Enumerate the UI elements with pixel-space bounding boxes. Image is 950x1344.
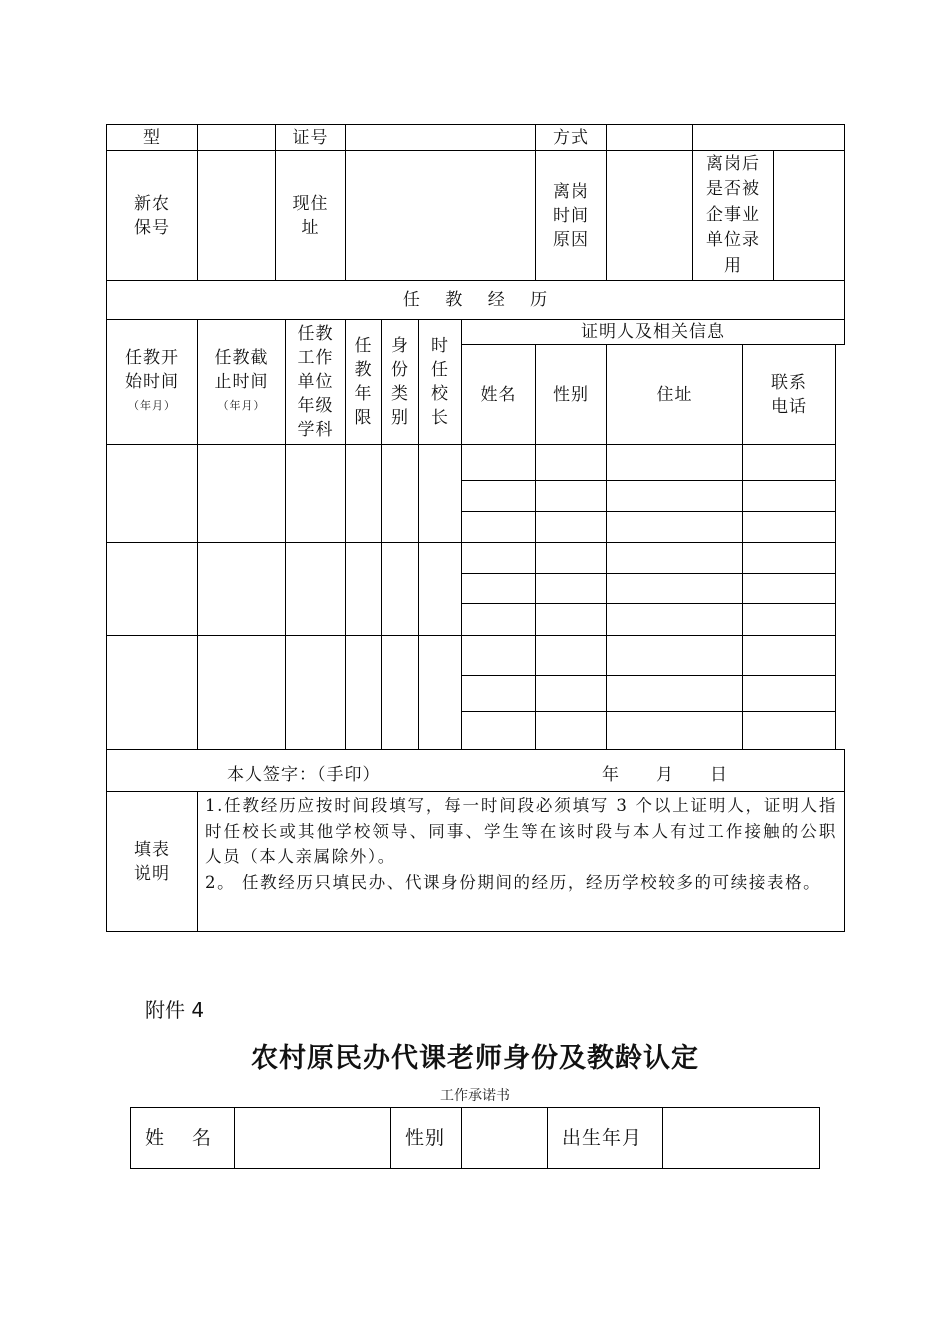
section-title: 任 教 经 历 bbox=[402, 290, 549, 310]
rural-insurance-label: 新农 保号 bbox=[134, 193, 170, 238]
witness-address-header: 住址 bbox=[656, 384, 693, 405]
teaching-years-header: 任 教 年 限 bbox=[354, 336, 373, 428]
method-label: 方式 bbox=[553, 127, 589, 148]
gender-label: 性别 bbox=[405, 1127, 446, 1149]
witness-phone-header: 联系 电话 bbox=[771, 372, 807, 417]
leave-time-reason-label: 离岗 时间 原因 bbox=[553, 181, 589, 250]
identity-type-header: 身 份 类 别 bbox=[391, 336, 409, 428]
start-time-unit: （年月） bbox=[128, 399, 176, 412]
instructions-label: 填表 说明 bbox=[134, 839, 170, 884]
name-label: 姓 名 bbox=[145, 1127, 213, 1149]
principal-then-header: 时 任 校 长 bbox=[431, 336, 449, 428]
instruction-item-1: 1.任教经历应按时间段填写，每一时间段必须填写 3 个以上证明人，证明人指时任校长或其他学校领导、同事、学生等在该时段与本人有过工作接触的公职人员（本人亲属除外）。 bbox=[205, 796, 837, 866]
end-time-label: 任教截 止时间 bbox=[214, 348, 269, 392]
unit-grade-subject-header: 任教 工作 单位 年级 学科 bbox=[297, 324, 334, 440]
start-time-header bbox=[107, 320, 197, 444]
annex-label: 附件 4 bbox=[145, 998, 205, 1022]
signature-label: 本人签字：（手印） bbox=[227, 765, 381, 785]
witness-group-header: 证明人及相关信息 bbox=[581, 322, 725, 342]
end-time-header bbox=[198, 320, 285, 444]
end-time-unit: （年月） bbox=[217, 399, 266, 412]
birth-label: 出生年月 bbox=[562, 1127, 643, 1149]
cert-no-label: 证号 bbox=[292, 127, 329, 148]
signature-date: 年 月 日 bbox=[602, 765, 728, 785]
current-address-label: 现住 址 bbox=[292, 193, 329, 238]
witness-gender-header: 性别 bbox=[553, 384, 589, 405]
instructions-text bbox=[205, 793, 837, 895]
document-subtitle: 工作承诺书 bbox=[440, 1088, 510, 1104]
instruction-item-2: 2。 任教经历只填民办、代课身份期间的经历，经历学校较多的可续接表格。 bbox=[205, 872, 822, 892]
witness-name-header: 姓名 bbox=[480, 384, 517, 405]
start-time-label: 任教开 始时间 bbox=[125, 348, 179, 392]
type-label: 型 bbox=[143, 127, 161, 148]
hired-after-leave-label: 离岗后 是否被 企事业 单位录 用 bbox=[706, 153, 760, 276]
document-title: 农村原民办代课老师身份及教龄认定 bbox=[251, 1043, 699, 1074]
